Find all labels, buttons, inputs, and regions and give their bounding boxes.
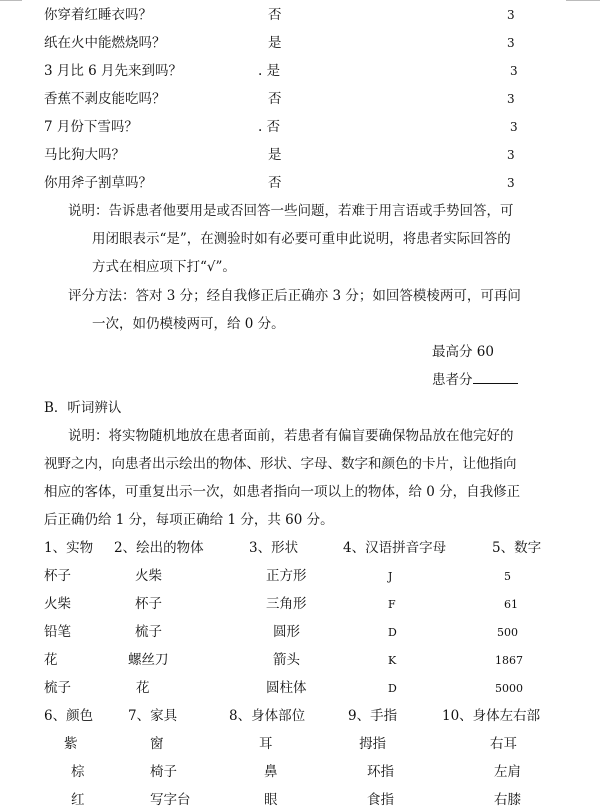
question-text: 香蕉不剥皮能吃吗？ bbox=[44, 91, 166, 107]
scoring-line: 评分方法：答对 3 分；经自我修正后正确亦 3 分；如回答模棱两可，可再问 bbox=[68, 288, 521, 304]
table-cell: 500 bbox=[497, 626, 518, 639]
table-header: 2、绘出的物体 bbox=[114, 540, 204, 556]
answer-text: 是 bbox=[268, 147, 282, 163]
table-cell: 螺丝刀 bbox=[128, 652, 169, 668]
description-line: 说明：将实物随机地放在患者面前，若患者有偏盲要确保物品放在他完好的 bbox=[68, 428, 514, 444]
answer-text: 否 bbox=[268, 91, 282, 107]
table-cell: D bbox=[388, 626, 397, 639]
table-cell: 写字台 bbox=[150, 792, 191, 808]
table-cell: 梳子 bbox=[44, 680, 71, 696]
table-cell: 右膝 bbox=[494, 792, 521, 808]
instructions-line: 说明：告诉患者他要用是或否回答一些问题，若难于用言语或手势回答，可 bbox=[68, 203, 514, 219]
table-cell: 圆柱体 bbox=[266, 680, 307, 696]
table-header: 10、身体左右部 bbox=[442, 708, 541, 724]
answer-text: 是 bbox=[268, 35, 282, 51]
table-cell: 拇指 bbox=[359, 736, 386, 752]
table-header: 3、形状 bbox=[249, 540, 299, 556]
description-line: 视野之内，向患者出示绘出的物体、形状、字母、数字和颜色的卡片，让他指向 bbox=[44, 456, 517, 472]
table-cell: J bbox=[388, 570, 393, 583]
answer-text: . 否 bbox=[258, 119, 281, 135]
question-text: 纸在火中能燃烧吗？ bbox=[44, 35, 166, 51]
table-cell: F bbox=[388, 598, 396, 611]
page-corner-rule-right bbox=[566, 0, 600, 1]
table-cell: 5 bbox=[504, 570, 511, 583]
table-header: 9、手指 bbox=[348, 708, 398, 724]
table-cell: 棕 bbox=[71, 764, 85, 780]
score-text: 3 bbox=[510, 120, 518, 134]
table-cell: 杯子 bbox=[135, 596, 162, 612]
table-cell: 食指 bbox=[367, 792, 394, 808]
patient-score-label: 患者分 bbox=[432, 372, 473, 388]
table-cell: 1867 bbox=[495, 654, 523, 667]
description-line: 相应的客体，可重复出示一次，如患者指向一项以上的物体，给 0 分，自我修正 bbox=[44, 484, 521, 500]
description-line: 后正确仍给 1 分，每项正确给 1 分，共 60 分。 bbox=[44, 512, 334, 528]
table-cell: 铅笔 bbox=[44, 624, 71, 640]
table-cell: 箭头 bbox=[273, 652, 300, 668]
table-cell: 三角形 bbox=[266, 596, 307, 612]
table-cell: 鼻 bbox=[264, 764, 278, 780]
table-header: 7、家具 bbox=[128, 708, 178, 724]
table-cell: 杯子 bbox=[44, 568, 71, 584]
table-cell: 红 bbox=[71, 792, 85, 808]
table-header: 1、实物 bbox=[44, 540, 94, 556]
table-cell: 梳子 bbox=[135, 624, 162, 640]
table-cell: 左肩 bbox=[494, 764, 521, 780]
section-b-title: B．听词辨认 bbox=[44, 400, 122, 416]
score-text: 3 bbox=[510, 64, 518, 78]
patient-score bbox=[432, 371, 518, 389]
max-score: 最高分 60 bbox=[432, 344, 494, 360]
question-text: 7 月份下雪吗？ bbox=[44, 119, 138, 135]
question-text: 你用斧子割草吗？ bbox=[44, 175, 152, 191]
question-text: 3 月比 6 月先来到吗？ bbox=[44, 63, 183, 79]
table-cell: 环指 bbox=[367, 764, 394, 780]
patient-score-blank bbox=[473, 371, 518, 384]
table-header: 6、颜色 bbox=[44, 708, 94, 724]
instructions-line: 用闭眼表示“是”，在测验时如有必要可重申此说明，将患者实际回答的 bbox=[92, 231, 511, 247]
table-cell: 火柴 bbox=[135, 568, 162, 584]
table-cell: 耳 bbox=[259, 736, 273, 752]
table-cell: 紫 bbox=[64, 736, 78, 752]
table-header: 5、数字 bbox=[492, 540, 542, 556]
score-text: 3 bbox=[507, 8, 515, 22]
score-text: 3 bbox=[507, 36, 515, 50]
table-header: 4、汉语拼音字母 bbox=[343, 540, 447, 556]
page-corner-rule-left bbox=[0, 0, 22, 1]
table-cell: 椅子 bbox=[150, 764, 177, 780]
table-cell: K bbox=[388, 654, 397, 667]
table-cell: 61 bbox=[504, 598, 518, 611]
instructions-line: 方式在相应项下打“√”。 bbox=[92, 259, 236, 275]
table-cell: 眼 bbox=[264, 792, 278, 808]
answer-text: 否 bbox=[268, 7, 282, 23]
score-text: 3 bbox=[507, 176, 515, 190]
question-text: 马比狗大吗？ bbox=[44, 147, 125, 163]
answer-text: . 是 bbox=[258, 63, 281, 79]
score-text: 3 bbox=[507, 92, 515, 106]
table-cell: 花 bbox=[136, 680, 150, 696]
score-text: 3 bbox=[507, 148, 515, 162]
table-cell: 右耳 bbox=[490, 736, 517, 752]
question-text: 你穿着红睡衣吗？ bbox=[44, 7, 152, 23]
table-cell: 圆形 bbox=[273, 624, 300, 640]
table-cell: 火柴 bbox=[44, 596, 71, 612]
table-cell: 窗 bbox=[150, 736, 164, 752]
table-header: 8、身体部位 bbox=[229, 708, 306, 724]
table-cell: 花 bbox=[44, 652, 58, 668]
table-cell: 正方形 bbox=[266, 568, 307, 584]
table-cell: 5000 bbox=[495, 682, 523, 695]
scoring-line: 一次，如仍模棱两可，给 0 分。 bbox=[92, 316, 285, 332]
answer-text: 否 bbox=[268, 175, 282, 191]
table-cell: D bbox=[388, 682, 397, 695]
